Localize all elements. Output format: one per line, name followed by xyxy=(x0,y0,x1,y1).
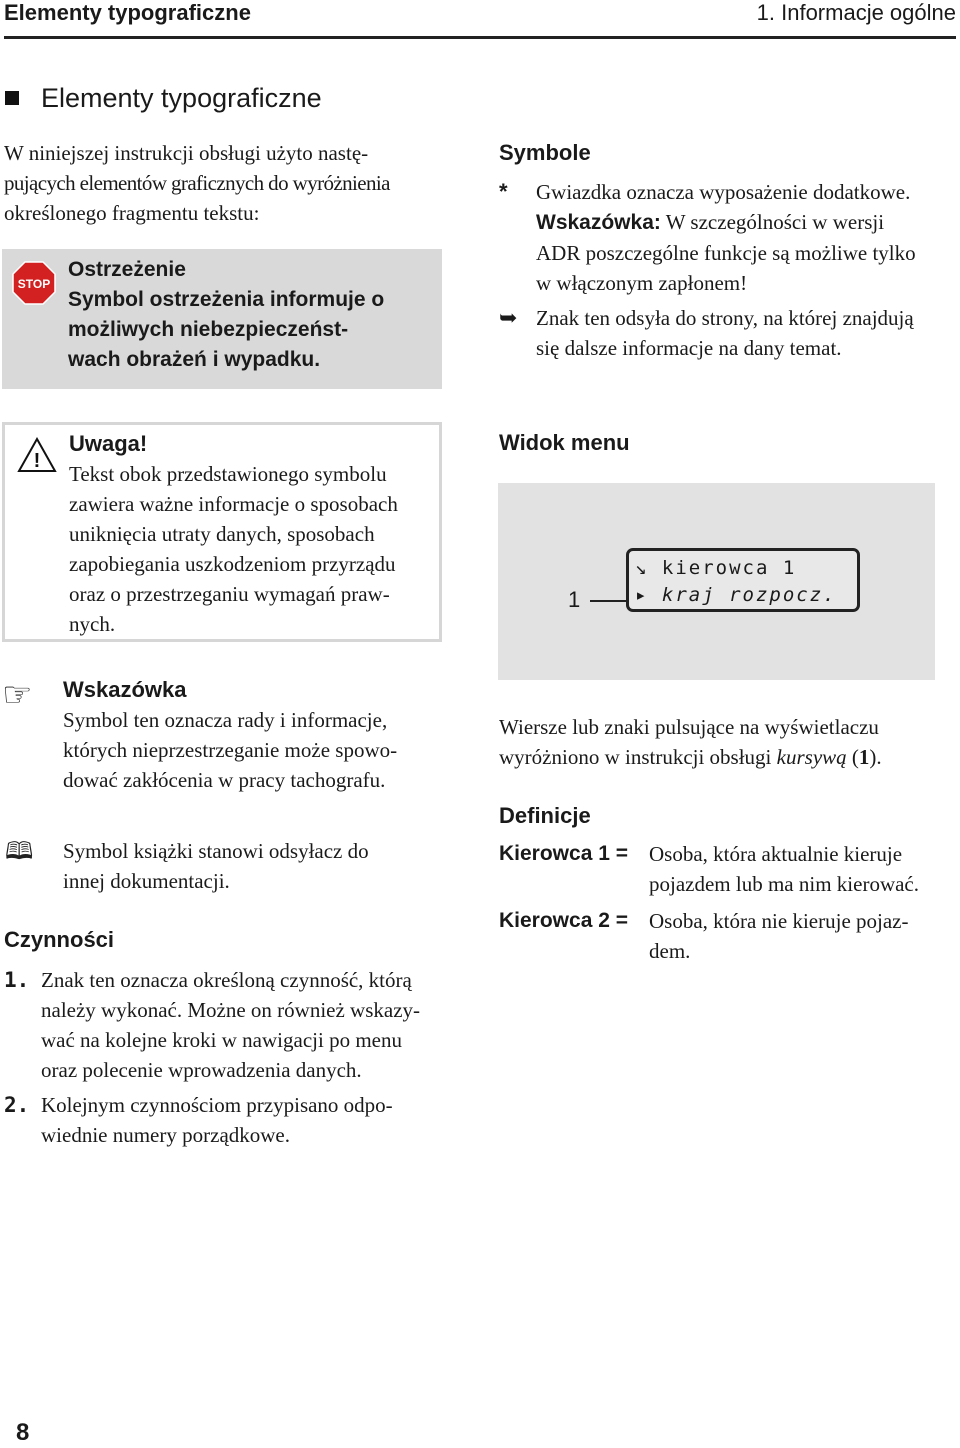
lcd-line-2 xyxy=(635,584,837,606)
lcd-display xyxy=(626,548,860,612)
activity-item-1 xyxy=(4,965,474,1085)
hint-label: Wskazówka: xyxy=(536,211,661,234)
activity-line: wiednie numery porządkowe. xyxy=(41,1123,290,1147)
stop-sign-icon xyxy=(12,261,56,305)
activity-line: wać na kolejne kroki w nawigacji po menu xyxy=(41,1028,402,1052)
symbol-arrow-item xyxy=(499,303,959,363)
intro-paragraph xyxy=(4,138,464,228)
header-left-title: Elementy typograficzne xyxy=(4,0,251,25)
caution-line: zawiera ważne informacje o sposobach xyxy=(69,492,398,516)
activity-line: Kolejnym czynnościom przypisano odpo- xyxy=(41,1093,393,1117)
symbol-line: Gwiazdka oznacza wyposażenie dodatkowe. xyxy=(536,180,911,204)
hint-block xyxy=(63,675,463,795)
warning-title: Ostrzeżenie xyxy=(68,258,186,281)
caution-line: uniknięcia utraty danych, sposobach xyxy=(69,522,375,546)
menu-text-part: wyróżniono w instrukcji obsługi xyxy=(499,745,777,769)
book-block xyxy=(63,836,463,896)
activity-number: 2. xyxy=(4,1093,30,1117)
menu-view-text xyxy=(499,712,959,772)
symbol-line: Znak ten odsyła do strony, na której znajdują xyxy=(536,306,914,330)
hint-line: których nieprzestrzeganie może spowo- xyxy=(63,738,398,762)
menu-text-part: ( xyxy=(846,745,859,769)
svg-text:!: ! xyxy=(33,450,41,472)
definition-item xyxy=(499,906,959,966)
square-bullet-icon xyxy=(5,91,19,105)
book-line: innej dokumentacji. xyxy=(63,869,230,893)
warning-text xyxy=(68,255,438,375)
intro-line: W niniejszej instrukcji obsługi użyto nastę- xyxy=(4,141,369,165)
warning-line: wach obrażeń i wypadku. xyxy=(68,348,321,371)
definition-term: Kierowca 2 = xyxy=(499,909,628,932)
definitions-title: Definicje xyxy=(499,803,591,828)
definition-term: Kierowca 1 = xyxy=(499,842,628,865)
definition-item xyxy=(499,839,959,899)
intro-line: określonego fragmentu tekstu: xyxy=(4,201,260,225)
caution-title: Uwaga! xyxy=(69,431,148,456)
bold-ref: 1 xyxy=(858,745,870,769)
caution-box xyxy=(2,422,442,642)
caution-line: zapobiegania uszkodzeniom przyrządu xyxy=(69,552,396,576)
callout-line xyxy=(590,600,630,602)
pointing-hand-icon: ☞ xyxy=(2,677,33,714)
menu-text-line xyxy=(499,742,959,772)
symbol-line: w włączonym zapłonem! xyxy=(536,271,748,295)
activity-line: oraz polecenie wprowadzenia danych. xyxy=(41,1058,362,1082)
lcd-line-1 xyxy=(635,557,796,579)
header-right-title: 1. Informacje ogólne xyxy=(756,0,956,25)
hint-rest: W szczególności w wersji xyxy=(660,210,885,234)
warning-box xyxy=(2,249,442,389)
caution-line: oraz o przestrzeganiu wymagań praw- xyxy=(69,582,390,606)
book-line: Symbol książki stanowi odsyłacz do xyxy=(63,839,369,863)
caution-line: Tekst obok przedstawionego symbolu xyxy=(69,462,387,486)
caution-line: nych. xyxy=(69,612,116,636)
menu-text-part: ). xyxy=(869,745,882,769)
symbol-line: ADR poszczególne funkcje są możliwe tylko xyxy=(536,241,916,265)
activity-line: należy wykonać. Możne on również wskazy- xyxy=(41,998,421,1022)
intro-line: pujących elementów graficznych do wyróżnienia xyxy=(4,171,390,195)
symbol-hint-line xyxy=(536,207,959,238)
lcd-line-2-text: kraj rozpocz. xyxy=(661,584,837,606)
book-icon: 🕮 xyxy=(5,839,34,865)
menu-text-line: Wiersze lub znaki pulsujące na wyświetlaczu xyxy=(499,715,879,739)
page-header xyxy=(4,0,956,39)
section-title: Elementy typograficzne xyxy=(41,83,322,113)
section-heading xyxy=(4,82,322,114)
definition-line: dem. xyxy=(649,939,691,963)
lcd-line-1-text: kierowca 1 xyxy=(661,557,797,579)
svg-text:STOP: STOP xyxy=(17,277,51,291)
cross-reference-arrow-icon: ➥ xyxy=(499,305,518,330)
activity-line: Znak ten oznacza określoną czynność, którą xyxy=(41,968,412,992)
symbol-star-item xyxy=(499,177,959,298)
symbols-title: Symbole xyxy=(499,140,591,165)
activity-item-2 xyxy=(4,1090,474,1150)
activities-title: Czynności xyxy=(4,927,115,952)
symbol-line: się dalsze informacje na dany temat. xyxy=(536,336,842,360)
definition-line: pojazdem lub ma nim kierować. xyxy=(649,872,919,896)
italic-word: kursywą xyxy=(776,745,847,769)
page-number: 8 xyxy=(16,1419,30,1446)
warning-triangle-icon xyxy=(17,437,57,473)
callout-number: 1 xyxy=(568,587,581,612)
hint-line: dować zakłócenia w pracy tachografu. xyxy=(63,768,386,792)
warning-line: Symbol ostrzeżenia informuje o xyxy=(68,288,385,311)
menu-view-title: Widok menu xyxy=(499,430,630,455)
warning-line: możliwych niebezpieczeńst- xyxy=(68,318,349,341)
hint-title: Wskazówka xyxy=(63,677,187,702)
hint-line: Symbol ten oznacza rady i informacje, xyxy=(63,708,388,732)
asterisk-icon: * xyxy=(499,179,508,204)
activity-number: 1. xyxy=(4,968,30,992)
menu-display-illustration xyxy=(498,483,935,680)
flag-icon: ▸ xyxy=(635,584,662,606)
enter-arrow-icon: ↘ xyxy=(635,557,662,579)
definition-line: Osoba, która aktualnie kieruje xyxy=(649,842,903,866)
caution-text xyxy=(69,429,439,639)
definition-line: Osoba, która nie kieruje pojaz- xyxy=(649,909,909,933)
